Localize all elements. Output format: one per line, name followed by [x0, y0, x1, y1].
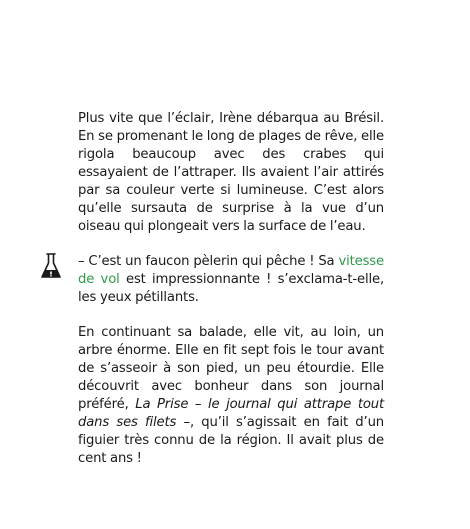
- newspaper-title: La Prise – le journal qui attrape tout dans ses filets –: [78, 397, 384, 430]
- story-paragraph-2: [78, 324, 384, 468]
- paragraph-1-text: Plus vite que l’éclair, Irène débarqua au Brésil. En se promenant le long de plages de rêve, elle rigola beaucoup avec des crabes qui essayaient de l’attraper. Ils avaient l’air attirés par sa couleur verte si lumineuse. C’est alors qu’elle sursauta de surprise à la vue d’un oiseau qui plongeait vers la surface de l’eau.: [78, 111, 384, 234]
- flask-warning-icon: [40, 252, 62, 280]
- dialogue-text: [78, 253, 384, 307]
- dialogue-before: – C’est un faucon pèlerin qui pêche ! Sa: [78, 254, 339, 269]
- story-paragraph-1: [78, 110, 384, 236]
- dialogue-paragraph: [78, 253, 384, 307]
- paragraph-2-before: En continuant sa balade, elle vit, au loin, un arbre énorme. Elle en fit sept fois le tour avant de s’asseoir à son pied, un peu étourdie. Elle découvrit avec bonheur dans son journal préféré,: [78, 325, 384, 412]
- dialogue-after: est impressionnante ! s’exclama-t-elle, les yeux pétillants.: [78, 272, 384, 305]
- highlighted-term: vitesse de vol: [78, 254, 384, 287]
- paragraph-2-after: , qu’il s’agissait en fait d’un figuier très connu de la région. Il avait plus de cent ans !: [78, 415, 384, 466]
- paragraph-2-text: [78, 324, 384, 468]
